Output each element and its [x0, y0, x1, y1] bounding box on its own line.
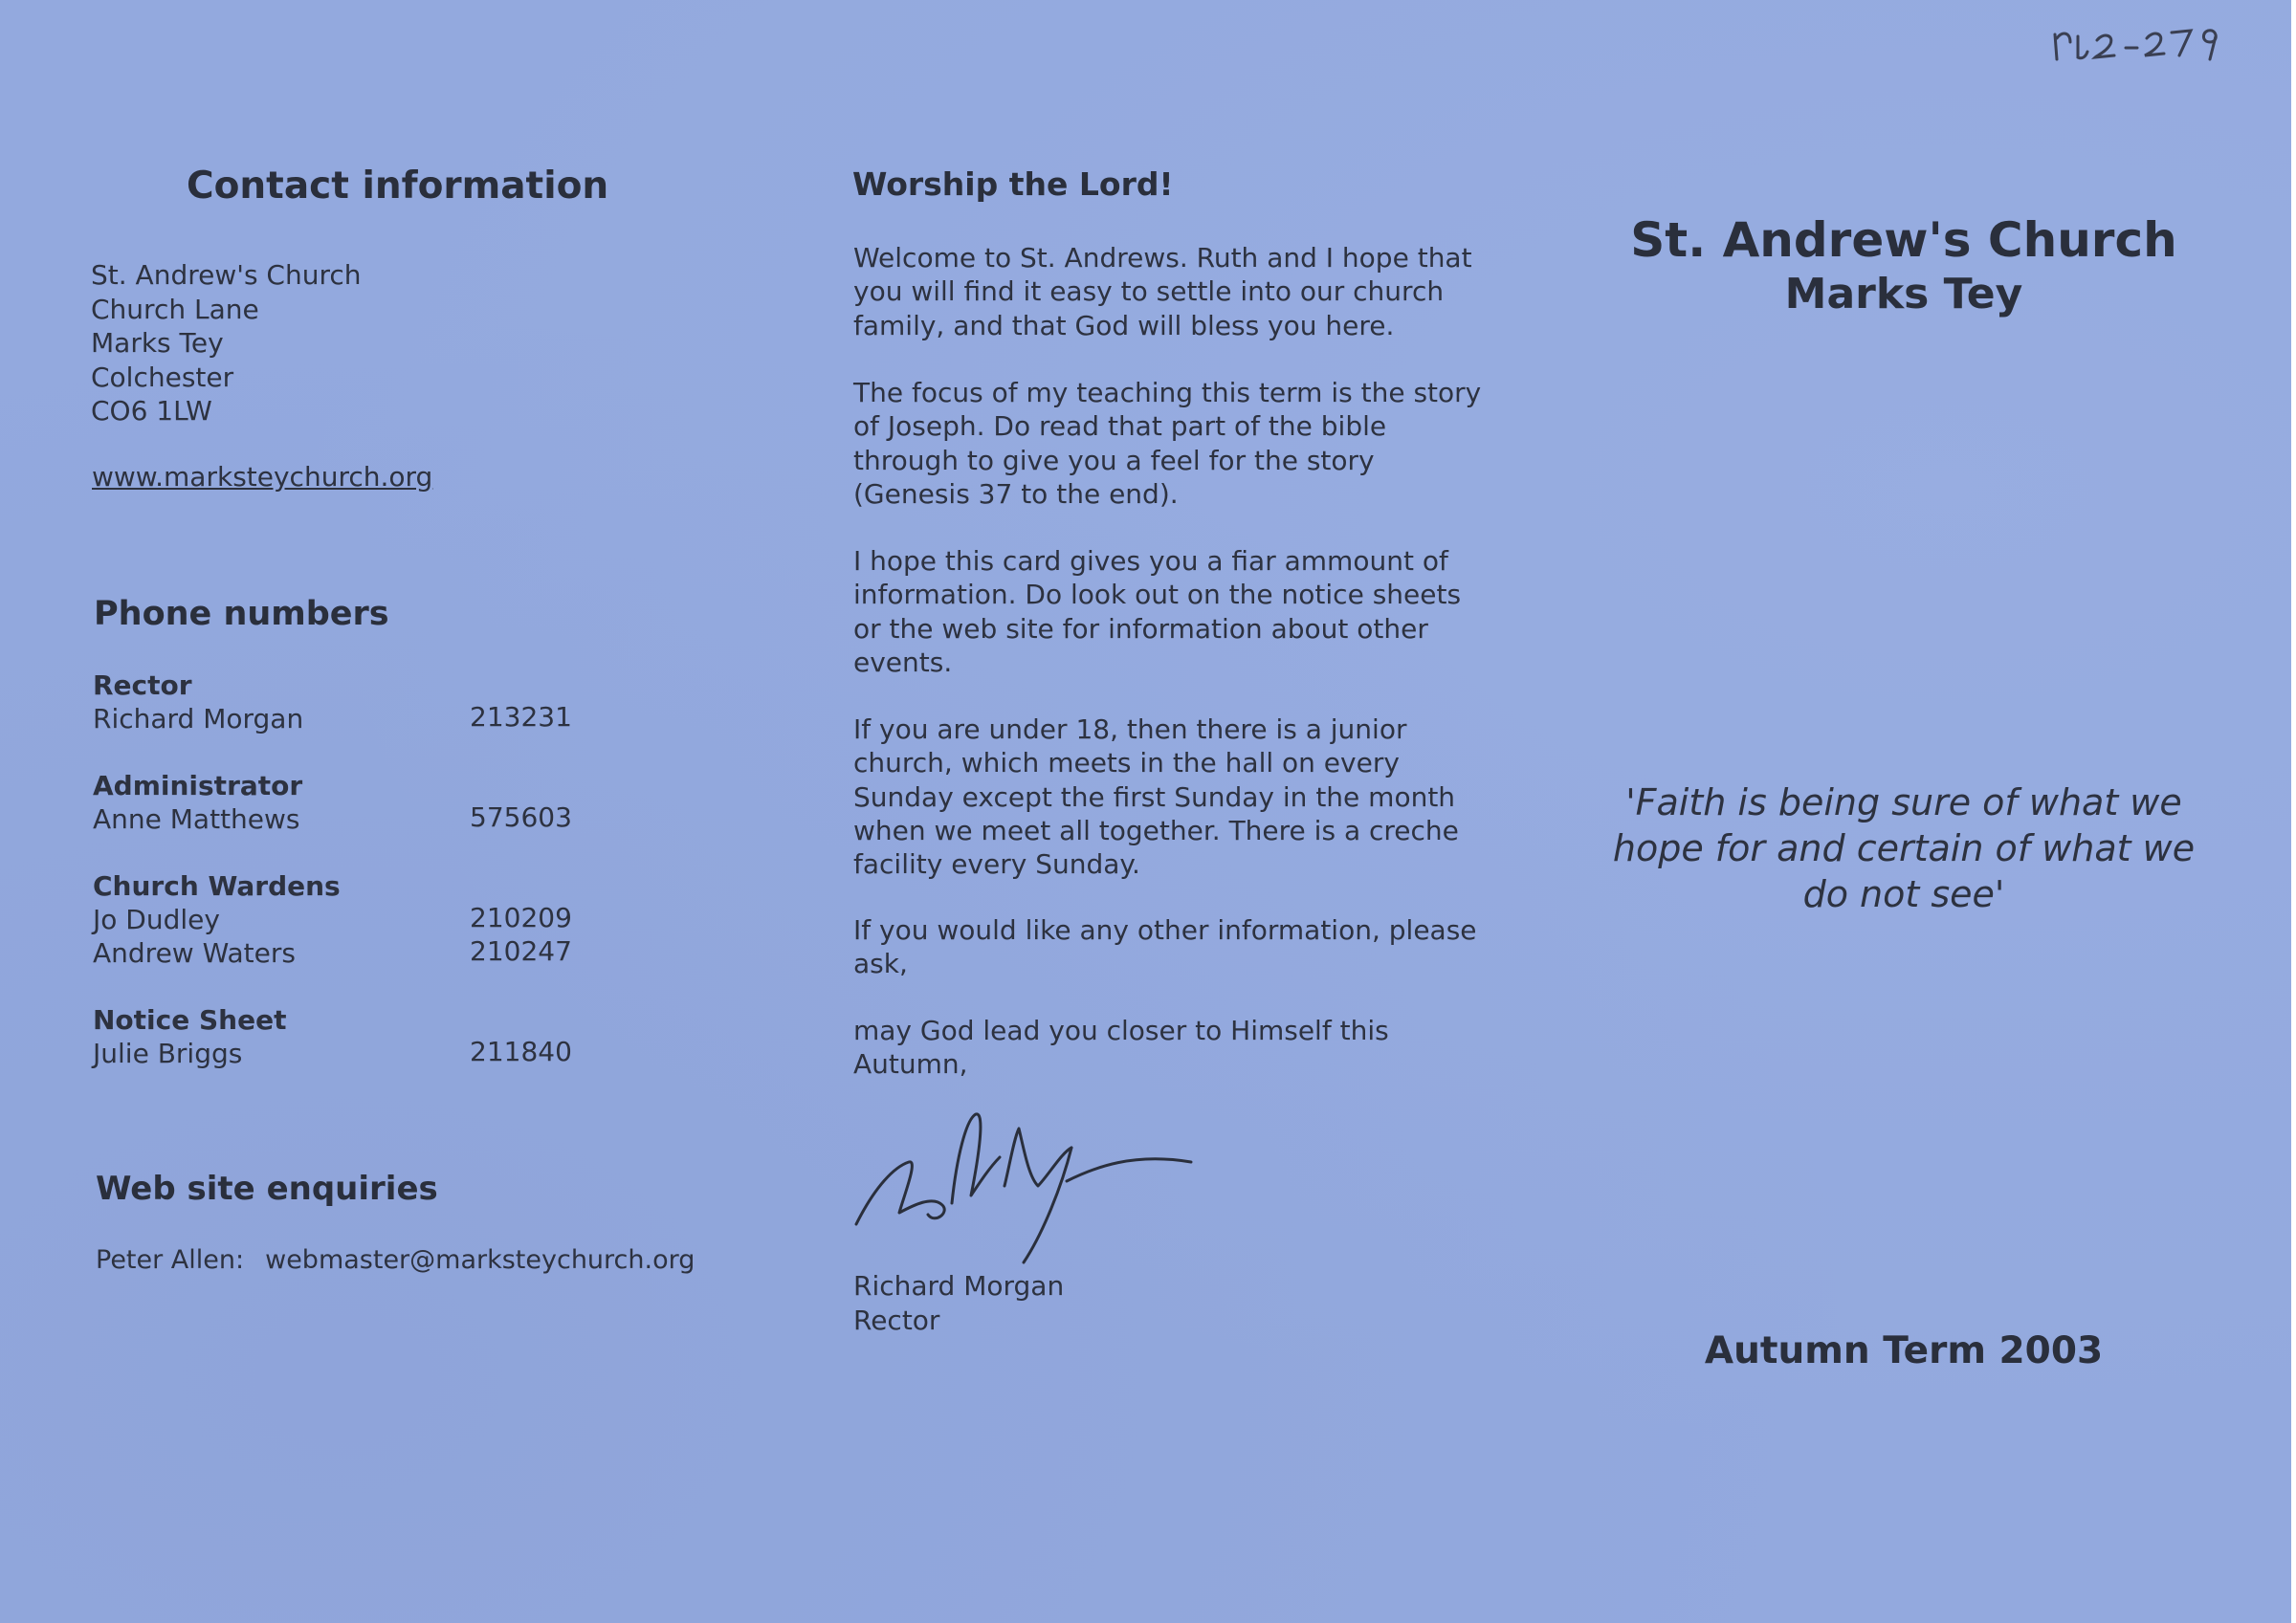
- role-administrator: Administrator: [93, 770, 303, 801]
- paragraph-line: Sunday except the first Sunday in the month: [853, 780, 1456, 813]
- paragraph-line: The focus of my teaching this term is the story: [853, 377, 1482, 408]
- paragraph-line: or the web site for information about other: [853, 612, 1428, 645]
- paragraph-line: of Joseph. Do read that part of the bible: [853, 410, 1387, 443]
- paragraph-line: you will find it easy to settle into our church: [853, 275, 1445, 308]
- paragraph-line: information. Do look out on the notice sheets: [853, 579, 1462, 611]
- address-line: CO6 1LW: [91, 395, 212, 427]
- paragraph-line: I hope this card gives you a fiar ammount of: [853, 545, 1448, 577]
- web-contact-name: Peter Allen:: [96, 1245, 245, 1275]
- paragraph-line: when we meet all together. There is a creche: [853, 814, 1459, 846]
- paragraph-line: Autumn,: [853, 1048, 968, 1081]
- role-church-wardens: Church Wardens: [93, 870, 341, 902]
- phone-number: 210247: [470, 935, 572, 967]
- blessing-paragraph: [853, 1014, 1446, 1082]
- contact-name: Julie Briggs: [93, 1038, 243, 1069]
- quote-line: 'Faith is being sure of what we: [1625, 781, 2182, 823]
- welcome-paragraph: [853, 241, 1472, 342]
- page-edge: [2291, 0, 2296, 1623]
- contact-heading: Contact information: [187, 164, 609, 208]
- signatory-title: Rector: [853, 1304, 940, 1336]
- paragraph-line: may God lead you closer to Himself this: [853, 1015, 1389, 1046]
- paragraph-line: If you are under 18, then there is a junior: [853, 713, 1407, 745]
- faith-quote: [1578, 779, 2229, 917]
- quote-line: do not see': [1802, 873, 2005, 915]
- signatory-name: Richard Morgan: [853, 1270, 1065, 1302]
- contact-name: Anne Matthews: [93, 803, 300, 835]
- junior-church-paragraph: [853, 713, 1459, 881]
- address-line: Colchester: [91, 361, 234, 393]
- web-enquiries-heading: Web site enquiries: [96, 1170, 438, 1208]
- paragraph-line: church, which meets in the hall on every: [853, 747, 1400, 779]
- contact-name: Andrew Waters: [93, 937, 296, 969]
- paragraph-line: ask,: [853, 948, 908, 980]
- role-notice-sheet: Notice Sheet: [93, 1004, 287, 1036]
- phone-number: 210209: [470, 902, 572, 933]
- paragraph-line: If you would like any other information, please: [853, 914, 1477, 946]
- website-link[interactable]: www.marksteychurch.org: [92, 461, 433, 493]
- webmaster-email[interactable]: webmaster@marksteychurch.org: [265, 1245, 695, 1275]
- information-paragraph: [853, 544, 1462, 679]
- other-information-paragraph: [853, 913, 1477, 981]
- phone-heading: Phone numbers: [94, 595, 389, 633]
- handwritten-reference-mark: [2047, 13, 2239, 71]
- paragraph-line: through to give you a feel for the story: [853, 444, 1375, 476]
- church-title: St. Andrew's Church: [1630, 212, 2177, 268]
- quote-line: hope for and certain of what we: [1612, 827, 2196, 869]
- web-enquiries-contact: [96, 1245, 695, 1275]
- church-address: [91, 258, 362, 428]
- paragraph-line: (Genesis 37 to the end).: [853, 477, 1179, 510]
- phone-number: 213231: [470, 701, 572, 733]
- worship-heading: Worship the Lord!: [852, 165, 1174, 203]
- term-label: Autumn Term 2003: [1704, 1329, 2104, 1372]
- phone-number: 211840: [470, 1036, 572, 1067]
- role-rector: Rector: [93, 669, 192, 701]
- handwritten-signature: [847, 1100, 1201, 1272]
- contact-name: Jo Dudley: [93, 904, 220, 935]
- phone-number: 575603: [470, 801, 572, 833]
- address-line: St. Andrew's Church: [91, 259, 362, 291]
- contact-name: Richard Morgan: [93, 703, 304, 735]
- paragraph-line: Welcome to St. Andrews. Ruth and I hope that: [853, 242, 1472, 274]
- church-location: Marks Tey: [1784, 270, 2023, 318]
- teaching-paragraph: [853, 376, 1482, 511]
- signatory: [853, 1269, 1064, 1337]
- paragraph-line: facility every Sunday.: [853, 848, 1140, 881]
- paragraph-line: events.: [853, 646, 953, 678]
- paragraph-line: family, and that God will bless you here.: [853, 309, 1395, 341]
- address-line: Marks Tey: [91, 327, 224, 359]
- address-line: Church Lane: [91, 293, 259, 325]
